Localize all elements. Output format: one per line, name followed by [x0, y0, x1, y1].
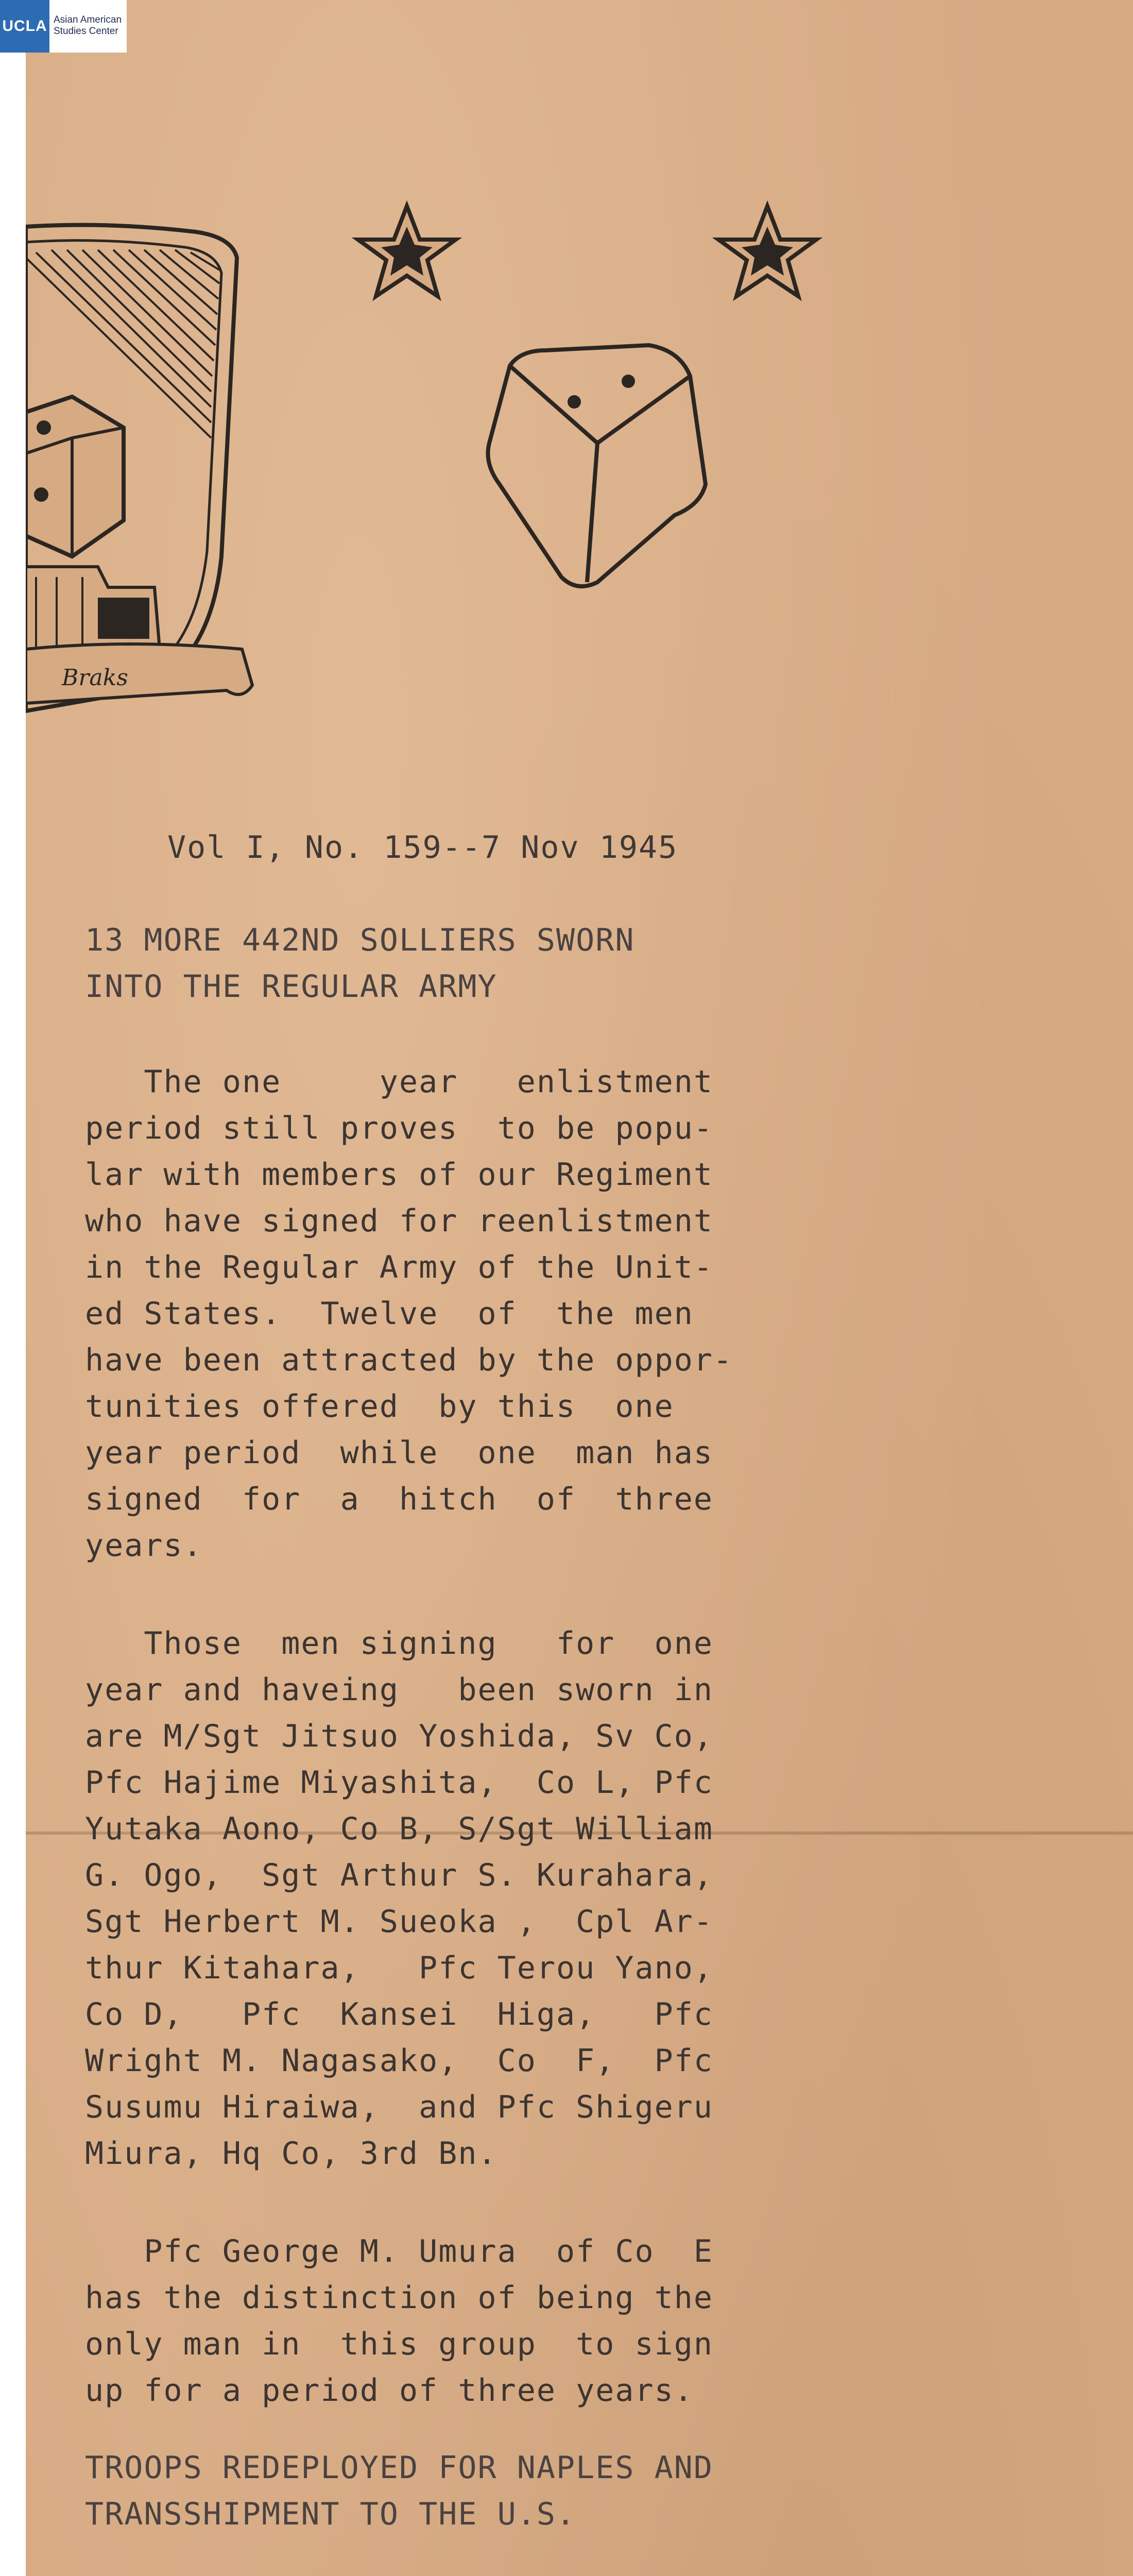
article-1-headline: 13 MORE 442ND SOLLIERS SWORN INTO THE REGULAR ARMY — [85, 922, 635, 1005]
ucla-aasc-badge[interactable] — [0, 0, 127, 53]
emblem-ribbon-text: Braks — [62, 665, 128, 691]
right-star-icon — [718, 206, 816, 296]
article-2-headline: TROOPS REDEPLOYED FOR NAPLES AND TRANSSHIPMENT TO THE U.S. — [85, 2450, 713, 2532]
article-1-paragraph-3: Pfc George M. Umura of Co E has the distinction of being the only man in this group to sign up for a period of three years. — [85, 2233, 713, 2409]
org-name: Asian American Studies Center — [49, 0, 127, 53]
ucla-logo: UCLA — [0, 0, 49, 53]
article-1-paragraph-2: Those men signing for one year and haveing been sworn in are M/Sgt Jitsuo Yoshida, Sv Co, Pfc Hajime Miyashita, Co L, Pfc Yutaka Aono, Co B, S/Sgt William G. Ogo, Sgt Arthur S. Kurahara, Sgt Herbert M. Sueoka , Cpl Ar- thur Kitahara, Pfc Terou Yano, Co D, Pfc Kansei Higa, Pfc Wright M. Nagasako, Co F, Pfc Susumu Hiraiwa, and Pfc Shigeru Miura, Hq Co, 3rd Bn. — [85, 1625, 713, 2172]
left-star-icon — [358, 206, 456, 296]
stars-and-die-logo — [330, 196, 948, 608]
regimental-emblem — [26, 196, 273, 762]
die-icon — [488, 345, 706, 586]
issue-dateline: Vol I, No. 159--7 Nov 1945 — [167, 829, 678, 866]
article-1-paragraph-1: The one year enlistment period still proves to be popu- lar with members of our Regiment who have signed for reenlistment in the Regular Army of the Unit- ed States. Twelve of the men have been attracted by the oppor- tunities offered by this one year period while one man has signed for a hitch of three years. — [85, 1064, 733, 1564]
